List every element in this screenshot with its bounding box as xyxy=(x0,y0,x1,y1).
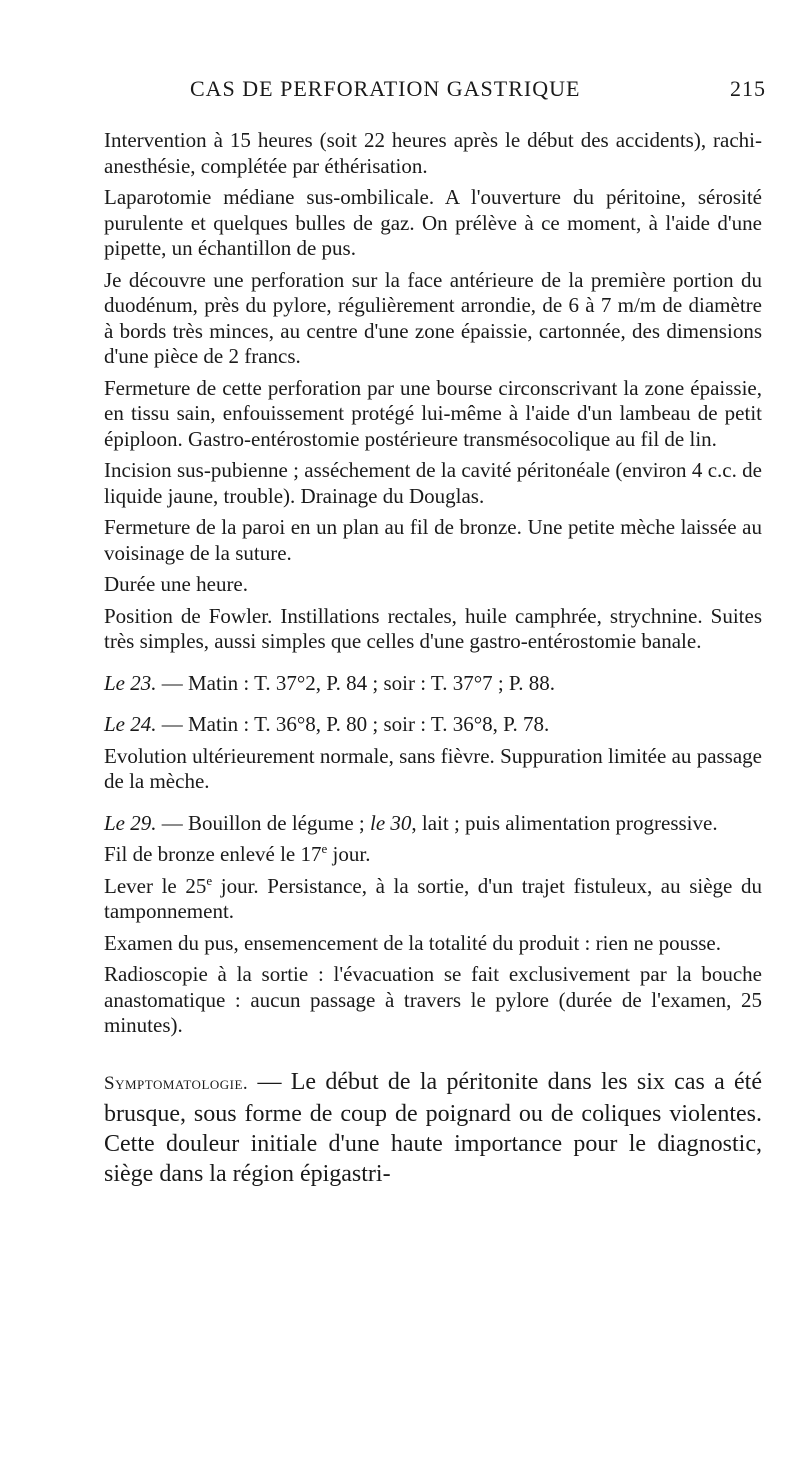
paragraph: Intervention à 15 heures (soit 22 heures après le début des accidents), rachi-anesthésie, complétée par éthérisation. xyxy=(104,128,762,178)
paragraph: Je découvre une perforation sur la face antérieure de la première portion du duodénum, près du pylore, régulièrement arrondie, de 6 à 7 m/m de diamètre à bords très minces, au centre d'une zone épaissie, cartonnée, des dimensions d'une pièce de 2 francs. xyxy=(104,267,762,368)
entry-date: le 30 xyxy=(369,810,412,835)
entry-text: — Bouillon de légume ; xyxy=(156,810,370,835)
daily-entry xyxy=(104,671,762,697)
section-text: — Le début de la péritonite dans les six cas a été brusque, sous forme de coup de poignard ou de coliques violentes. Cette douleur initiale d'une haute importance pour le diagnostic, siège dans la région épigastri- xyxy=(104,1068,762,1187)
page-number: 215 xyxy=(730,76,766,101)
paragraph: Fermeture de cette perforation par une bourse circonscrivant la zone épaissie, en tissu sain, enfouissement protégé lui-même à l'aide d'un lambeau de petit épiploon. Gastro-entérostomie postérieure transmésocolique au fil de lin. xyxy=(104,375,762,451)
paragraph: Fil de bronze enlevé le 17e jour. xyxy=(104,841,371,866)
entry-text: — Matin : T. 36°8, P. 80 ; soir : T. 36°8, P. 78. xyxy=(156,712,550,736)
entry-text: — Matin : T. 37°2, P. 84 ; soir : T. 37°7 ; P. 88. xyxy=(156,670,556,695)
paragraph: Fermeture de la paroi en un plan au fil de bronze. Une petite mèche laissée au voisinage de la suture. xyxy=(104,515,762,565)
paragraph: Lever le 25e jour. Persistance, à la sortie, d'un trajet fistuleux, au siège du tamponnement. xyxy=(104,872,762,923)
page-header xyxy=(190,76,766,102)
paragraph: Incision sus-pubienne ; asséchement de la cavité péritonéale (environ 4 c.c. de liquide jaune, trouble). Drainage du Douglas. xyxy=(104,458,762,508)
entry-text: , lait ; puis alimentation progressive. xyxy=(411,810,718,835)
entry-date: Le 24. xyxy=(104,712,157,736)
entry-date: Le 29. xyxy=(104,810,157,835)
paragraph: Position de Fowler. Instillations rectales, huile camphrée, strychnine. Suites très simples, aussi simples que celles d'une gastro-entérostomie banale. xyxy=(104,603,762,653)
paragraph: Examen du pus, ensemencement de la totalité du produit : rien ne pousse. xyxy=(104,930,721,955)
paragraph: Radioscopie à la sortie : l'évacuation se fait exclusivement par la bouche anastomatique : aucun passage à travers le pylore (durée de l'examen, 25 minutes). xyxy=(104,962,762,1037)
daily-entry xyxy=(104,811,762,837)
paragraph: Evolution ultérieurement normale, sans fièvre. Suppuration limitée au passage de la mèche. xyxy=(104,743,762,793)
body-text xyxy=(104,128,762,1195)
running-title: CAS DE PERFORATION GASTRIQUE xyxy=(190,76,581,101)
section-heading: Symptomatologie. xyxy=(104,1072,249,1094)
paragraph: Durée une heure. xyxy=(104,572,249,596)
section-paragraph xyxy=(104,1067,762,1189)
entry-date: Le 23. xyxy=(104,670,157,695)
daily-entry xyxy=(104,712,762,738)
paragraph: Laparotomie médiane sus-ombilicale. A l'ouverture du péritoine, sérosité purulente et quelques bulles de gaz. On prélève à ce moment, à l'aide d'une pipette, un échantillon de pus. xyxy=(104,185,762,260)
